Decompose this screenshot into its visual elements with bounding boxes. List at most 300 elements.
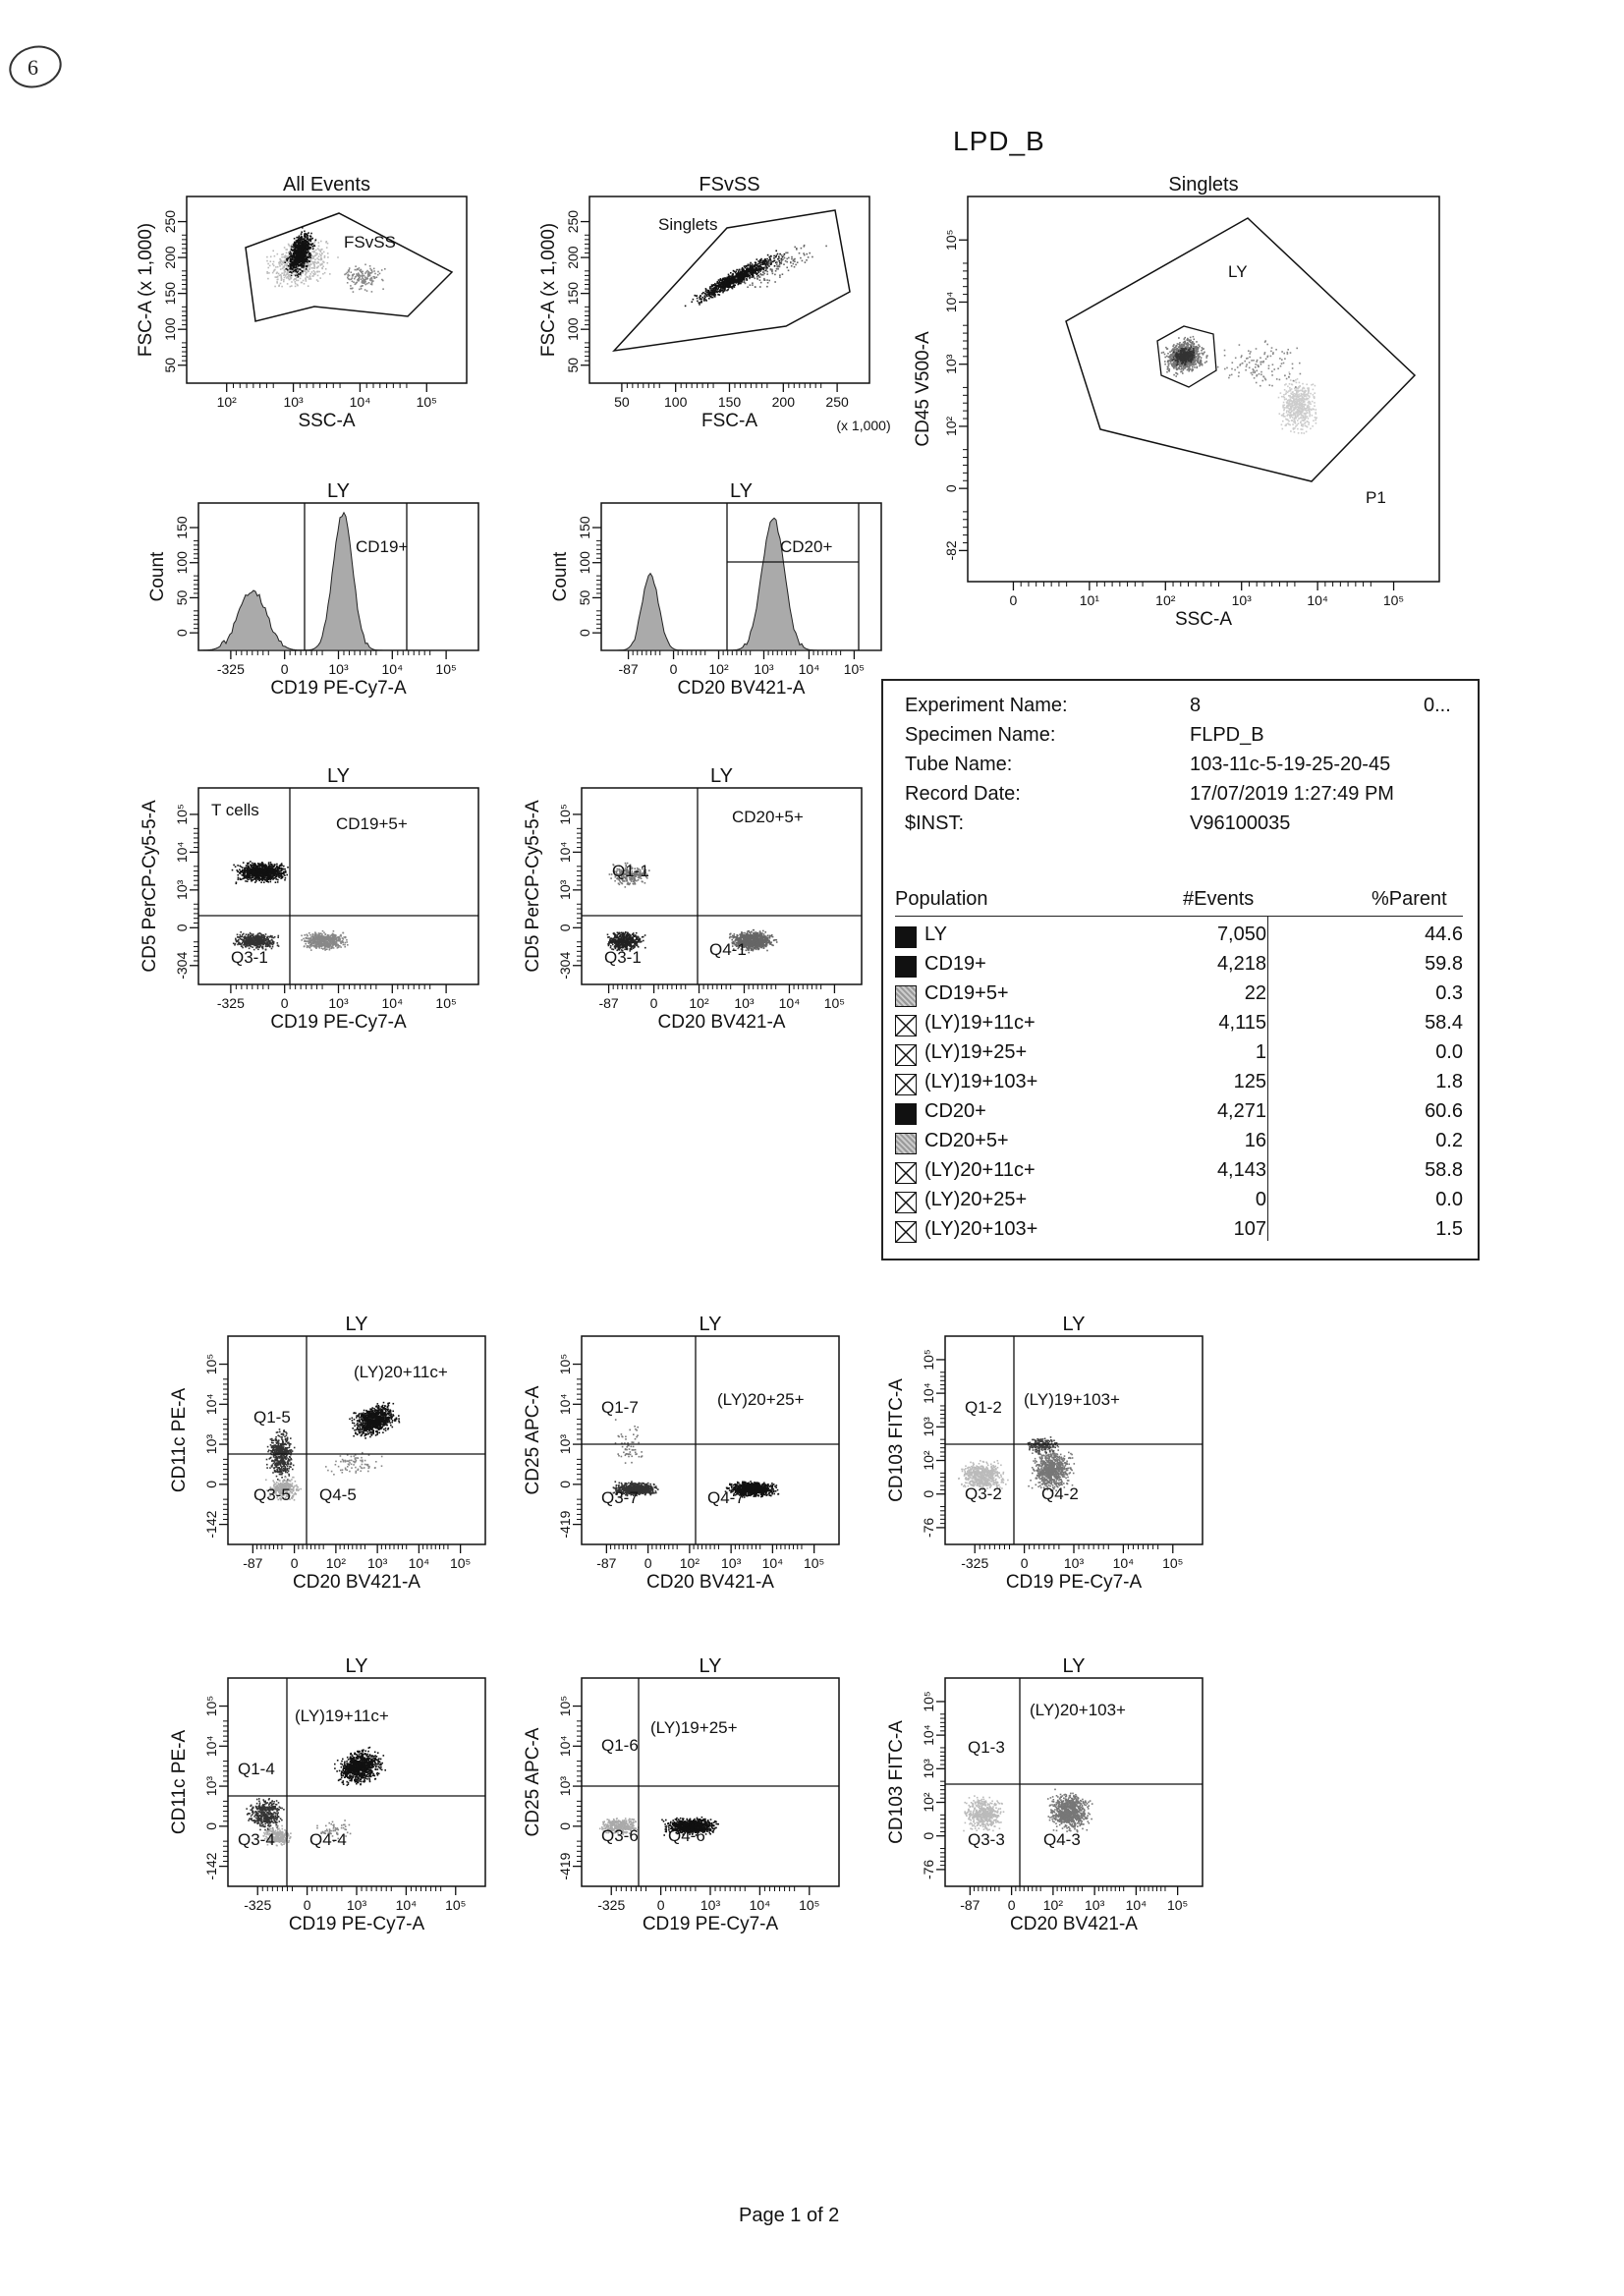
y-axis-label: CD103 FITC-A	[886, 1720, 907, 1844]
plot-cd20-histogram	[531, 481, 914, 727]
population-parent: 58.4	[1425, 1012, 1463, 1034]
gate-label: Q4-4	[309, 1830, 347, 1849]
y-tick-label: 10³	[921, 1759, 936, 1779]
population-parent: 0.2	[1435, 1130, 1463, 1151]
table-row	[895, 1070, 1463, 1098]
x-tick-label: -87	[960, 1897, 980, 1913]
y-tick-label: -142	[203, 1510, 219, 1539]
x-tick-label: 10³	[283, 394, 304, 410]
x-tick-label: 10³	[1231, 592, 1252, 608]
gate-label: Q4-7	[707, 1488, 745, 1507]
meta-row	[1190, 724, 1264, 747]
page-number-circle	[6, 35, 69, 94]
gate-label: CD20+5+	[732, 808, 804, 826]
x-tick-label: 200	[771, 394, 795, 410]
population-swatch	[895, 956, 917, 978]
x-tick-label: 10⁴	[761, 1555, 784, 1571]
y-tick-label: 10⁵	[557, 1353, 573, 1375]
plot-title: Singlets	[1168, 174, 1239, 196]
y-tick-label: 10³	[557, 879, 573, 900]
x-tick-label: 10⁵	[416, 394, 437, 410]
population-parent: 44.6	[1425, 924, 1463, 945]
plot-title: FSvSS	[699, 174, 760, 196]
y-axis-label: Count	[550, 551, 571, 602]
y-tick-label: 50	[565, 357, 581, 373]
y-tick-label: 150	[162, 281, 178, 306]
table-row	[895, 1158, 1463, 1187]
x-tick-label: -87	[243, 1555, 263, 1571]
y-tick-label: 10²	[921, 1450, 936, 1471]
plot-frame	[968, 196, 1439, 582]
y-axis-label: CD5 PerCP-Cy5-5-A	[140, 800, 160, 973]
x-tick-label: 10⁴	[408, 1555, 430, 1571]
plot-cd20-cd103	[874, 1649, 1228, 1953]
meta-label: Record Date:	[905, 783, 1021, 805]
y-tick-label: 200	[565, 246, 581, 269]
x-tick-label: -325	[216, 995, 245, 1011]
y-tick-label: 0	[557, 1480, 573, 1488]
x-tick-label: 10⁴	[1307, 592, 1328, 608]
x-tick-label: 10⁵	[803, 1555, 825, 1571]
x-tick-label: 10⁴	[381, 995, 404, 1011]
y-tick-label: 10⁴	[943, 291, 959, 313]
meta-row	[1190, 783, 1394, 806]
y-axis-label: CD25 APC-A	[523, 1385, 543, 1495]
event-cloud	[325, 1452, 383, 1476]
x-tick-label: 10⁵	[435, 995, 457, 1011]
x-tick-label: 10⁴	[798, 661, 820, 677]
y-tick-label: 150	[565, 281, 581, 306]
meta-label: Specimen Name:	[905, 724, 1056, 746]
x-tick-label: 0	[290, 1555, 299, 1571]
gate-label: P1	[1366, 488, 1386, 507]
plot-frame	[187, 196, 467, 383]
x-tick-label: 10⁵	[1382, 592, 1405, 608]
population-parent: 0.0	[1435, 1189, 1463, 1210]
population-name: CD20+	[924, 1100, 986, 1122]
y-tick-label: 10³	[921, 1417, 936, 1437]
meta-row	[1190, 812, 1290, 835]
table-row	[895, 1217, 1463, 1246]
y-axis-label: CD103 FITC-A	[886, 1378, 907, 1502]
x-tick-label: 10¹	[1079, 592, 1099, 608]
x-tick-label: 10⁴	[381, 661, 404, 677]
meta-value: 103-11c-5-19-25-20-45	[1190, 754, 1391, 775]
y-tick-label: 10⁴	[203, 1735, 219, 1758]
y-tick-label: -142	[203, 1852, 219, 1880]
x-tick-label: 0	[669, 661, 678, 677]
y-tick-label: 10⁴	[557, 841, 573, 864]
population-events: 22	[1244, 982, 1266, 1004]
x-tick-label: 0	[649, 995, 658, 1011]
event-cloud	[615, 1419, 644, 1464]
meta-row	[1190, 754, 1390, 776]
y-tick-label: 10⁵	[174, 804, 190, 825]
gate-label: Q4-2	[1041, 1484, 1079, 1503]
gate-label: T cells	[211, 801, 259, 819]
y-tick-label: 50	[174, 589, 190, 606]
table-row	[895, 1129, 1463, 1157]
x-tick-label: 10⁵	[843, 661, 866, 677]
x-axis-label: SSC-A	[298, 411, 356, 431]
meta-row	[905, 754, 1012, 776]
population-name: CD19+5+	[924, 982, 1009, 1004]
event-cloud	[334, 1747, 386, 1786]
x-tick-label: 10³	[754, 661, 774, 677]
y-tick-label: 10³	[203, 1433, 219, 1455]
gate-label: CD19+	[356, 537, 409, 556]
y-tick-label: 100	[162, 317, 178, 341]
meta-value: FLPD_B	[1190, 724, 1264, 746]
x-tick-label: 10³	[734, 995, 755, 1011]
x-tick-label: 10³	[346, 1897, 367, 1913]
plot-title: LY	[327, 480, 350, 502]
y-tick-label: 10⁵	[203, 1695, 219, 1717]
x-tick-label: 10³	[1085, 1897, 1105, 1913]
x-tick-label: 10⁴	[395, 1897, 418, 1913]
event-cloud	[1278, 371, 1317, 434]
population-parent: 1.5	[1435, 1218, 1463, 1240]
event-cloud	[344, 264, 385, 293]
x-tick-label: 10²	[216, 394, 237, 410]
gate-polygon	[1066, 218, 1415, 481]
population-events: 7,050	[1216, 924, 1266, 945]
x-tick-label: 10²	[679, 1555, 700, 1571]
plot-cd20-cd5	[511, 758, 884, 1053]
plot-frame	[582, 1336, 839, 1544]
col-header-population: Population	[895, 888, 988, 910]
y-tick-label: 0	[577, 629, 592, 638]
table-row	[895, 1040, 1463, 1069]
y-tick-label: 200	[162, 246, 178, 269]
y-tick-label: 10³	[203, 1775, 219, 1797]
y-tick-label: 0	[174, 629, 190, 638]
gate-label: Singlets	[658, 215, 718, 234]
event-cloud	[1028, 1436, 1058, 1454]
plot-fsvss	[531, 169, 894, 464]
x-tick-label: 10⁴	[1112, 1555, 1135, 1571]
y-tick-label: 10⁵	[943, 229, 959, 251]
page-title: LPD_B	[953, 126, 1045, 156]
plot-title: LY	[1062, 1314, 1086, 1335]
plot-frame	[945, 1336, 1203, 1544]
table-divider	[895, 916, 1463, 917]
y-tick-label: 10²	[943, 416, 959, 437]
plot-all-events	[128, 169, 491, 464]
x-tick-label: 50	[614, 394, 630, 410]
gate-label: (LY)19+25+	[650, 1718, 738, 1737]
y-tick-label: 0	[921, 1831, 936, 1840]
population-parent: 59.8	[1425, 953, 1463, 975]
col-header-events: #Events	[1183, 888, 1255, 910]
population-parent: 0.3	[1435, 982, 1463, 1004]
gate-label: Q1-6	[601, 1736, 639, 1755]
x-axis-label: CD20 BV421-A	[657, 1012, 786, 1033]
histogram-area	[601, 518, 881, 650]
meta-row	[905, 783, 1021, 806]
x-tick-label: -325	[244, 1897, 272, 1913]
plot-frame	[589, 196, 869, 383]
x-tick-label: 10⁴	[1125, 1897, 1148, 1913]
population-name: CD20+5+	[924, 1130, 1009, 1151]
plot-title: LY	[730, 480, 753, 502]
x-tick-label: -325	[216, 661, 245, 677]
population-events: 16	[1244, 1130, 1266, 1151]
y-tick-label: 100	[577, 551, 592, 575]
population-events: 4,115	[1218, 1012, 1266, 1034]
table-row	[895, 1099, 1463, 1128]
table-row	[895, 952, 1463, 980]
meta-row	[905, 724, 1055, 747]
population-parent: 0.0	[1435, 1041, 1463, 1063]
plot-title: LY	[699, 1655, 722, 1677]
population-name: (LY)19+25+	[924, 1041, 1028, 1063]
y-axis-label: Count	[147, 551, 168, 602]
population-name: (LY)20+25+	[924, 1189, 1028, 1210]
page-mark-digit: 6	[28, 55, 38, 80]
y-tick-label: 100	[565, 317, 581, 341]
y-tick-label: 10⁵	[557, 1695, 573, 1717]
plot-title: LY	[345, 1655, 368, 1677]
x-tick-label: 10⁵	[1166, 1897, 1189, 1913]
population-events: 4,218	[1216, 953, 1266, 975]
x-tick-label: 10⁵	[823, 995, 846, 1011]
population-events: 0	[1255, 1189, 1266, 1210]
y-tick-label: 10⁵	[203, 1353, 219, 1375]
table-row	[895, 1011, 1463, 1039]
x-tick-label: 10³	[367, 1555, 388, 1571]
x-axis-label: CD20 BV421-A	[646, 1572, 774, 1593]
population-events: 4,271	[1216, 1100, 1266, 1122]
x-tick-label: 0	[280, 661, 289, 677]
x-tick-label: 10²	[689, 995, 709, 1011]
population-name: LY	[924, 924, 947, 945]
x-axis-label: CD19 PE-Cy7-A	[642, 1914, 779, 1934]
plot-title: LY	[710, 765, 733, 787]
y-tick-label: 0	[921, 1489, 936, 1498]
population-events: 125	[1233, 1071, 1266, 1092]
y-axis-label: CD11c PE-A	[169, 1729, 190, 1835]
gate-label: Q3-4	[238, 1830, 275, 1849]
plot-title: LY	[327, 765, 350, 787]
x-tick-label: 10⁴	[349, 394, 371, 410]
x-tick-label: 0	[280, 995, 289, 1011]
y-tick-label: 10³	[557, 1433, 573, 1455]
x-tick-label: 10²	[1042, 1897, 1063, 1913]
event-cloud	[963, 1795, 1004, 1831]
y-tick-label: 0	[557, 924, 573, 932]
table-row	[895, 981, 1463, 1010]
gate-label: Q3-7	[601, 1488, 639, 1507]
x-tick-label: 10³	[700, 1897, 721, 1913]
gate-label: Q1-5	[253, 1408, 291, 1427]
y-tick-label: 10⁴	[921, 1382, 936, 1404]
x-tick-label: 10³	[328, 995, 349, 1011]
table-row	[895, 1188, 1463, 1216]
x-tick-label: 250	[825, 394, 849, 410]
y-tick-label: 10⁴	[557, 1393, 573, 1416]
y-tick-label: -82	[943, 540, 959, 561]
population-swatch	[895, 1133, 917, 1154]
gate-label: Q4-3	[1043, 1830, 1081, 1849]
gate-label: Q3-1	[231, 948, 268, 967]
y-tick-label: 50	[162, 357, 178, 373]
gate-label: Q1-7	[601, 1398, 639, 1417]
gate-label: Q3-2	[965, 1484, 1002, 1503]
col-header-parent: %Parent	[1372, 888, 1447, 910]
experiment-stats-panel	[881, 679, 1480, 1260]
y-tick-label: 10⁴	[557, 1735, 573, 1758]
x-tick-label: 0	[656, 1897, 665, 1913]
population-swatch	[895, 1162, 917, 1184]
x-tick-label: -325	[597, 1897, 626, 1913]
gate-label: (LY)20+25+	[717, 1390, 805, 1409]
x-tick-label: 0	[1009, 592, 1018, 608]
plot-cd20-cd25	[511, 1307, 865, 1611]
y-tick-label: 10²	[921, 1792, 936, 1813]
population-name: (LY)19+11c+	[924, 1012, 1036, 1034]
meta-row	[1190, 695, 1201, 717]
y-tick-label: -304	[557, 951, 573, 980]
x-tick-label: 0	[303, 1897, 311, 1913]
x-tick-label: 0	[1020, 1555, 1029, 1571]
y-tick-label: 10⁴	[921, 1724, 936, 1746]
population-name: (LY)19+103+	[924, 1071, 1038, 1092]
population-swatch	[895, 1044, 917, 1066]
x-axis-label: CD20 BV421-A	[677, 678, 806, 699]
population-swatch	[895, 1192, 917, 1213]
population-swatch	[895, 926, 917, 948]
x-axis-label: SSC-A	[1174, 609, 1233, 630]
plot-title: LY	[1062, 1655, 1086, 1677]
gate-label: Q3-3	[968, 1830, 1005, 1849]
x-axis-label: CD20 BV421-A	[293, 1572, 420, 1593]
x-axis-unit: (x 1,000)	[836, 418, 891, 433]
x-tick-label: -87	[598, 995, 619, 1011]
y-tick-label: 0	[174, 924, 190, 932]
y-tick-label: 50	[577, 589, 592, 606]
y-tick-label: 10⁵	[557, 804, 573, 825]
x-tick-label: 10²	[708, 661, 729, 677]
x-tick-label: 10⁵	[799, 1897, 820, 1913]
y-axis-label: FSC-A (x 1,000)	[538, 222, 559, 358]
population-swatch	[895, 1103, 917, 1125]
meta-extra: 0...	[1424, 695, 1451, 716]
gate-label: Q1-3	[968, 1738, 1005, 1757]
y-tick-label: 10³	[943, 354, 959, 374]
x-tick-label: 10⁵	[435, 661, 457, 677]
x-tick-label: 150	[717, 394, 742, 410]
population-name: (LY)20+103+	[924, 1218, 1038, 1240]
x-tick-label: -87	[618, 661, 639, 677]
gate-label: FSvSS	[344, 233, 396, 252]
population-name: (LY)20+11c+	[924, 1159, 1036, 1181]
population-parent: 58.8	[1425, 1159, 1463, 1181]
event-cloud	[1217, 340, 1301, 388]
y-tick-label: 10⁴	[174, 841, 190, 864]
y-tick-label: 0	[943, 484, 959, 493]
y-axis-label: CD5 PerCP-Cy5-5-A	[523, 800, 543, 973]
gate-label: Q3-6	[601, 1826, 639, 1845]
y-tick-label: 0	[203, 1821, 219, 1830]
x-tick-label: 10⁵	[445, 1897, 467, 1913]
plot-title: LY	[699, 1314, 722, 1335]
plot-cd19-cd103	[874, 1307, 1228, 1611]
x-tick-label: 0	[1007, 1897, 1016, 1913]
event-cloud	[301, 930, 348, 951]
plot-cd19-cd5	[128, 758, 511, 1053]
gate-label: Q3-1	[604, 948, 642, 967]
x-tick-label: 10³	[328, 661, 349, 677]
meta-row	[905, 695, 1068, 717]
x-tick-label: -325	[961, 1555, 989, 1571]
x-axis-label: CD20 BV421-A	[1010, 1914, 1138, 1934]
plot-cd19-cd11c	[157, 1649, 511, 1953]
y-tick-label: -419	[557, 1510, 573, 1539]
population-swatch	[895, 985, 917, 1007]
y-tick-label: 10⁴	[203, 1393, 219, 1416]
gate-label: Q4-6	[668, 1826, 705, 1845]
x-tick-label: 10²	[325, 1555, 346, 1571]
y-tick-label: -76	[921, 1859, 936, 1880]
x-tick-label: 10⁴	[778, 995, 801, 1011]
event-cloud	[1047, 1789, 1093, 1833]
y-tick-label: 10³	[174, 879, 190, 900]
meta-label: Tube Name:	[905, 754, 1013, 775]
gate-label: (LY)20+103+	[1030, 1701, 1126, 1719]
y-tick-label: 10³	[557, 1775, 573, 1797]
y-tick-label: -304	[174, 951, 190, 980]
y-tick-label: -76	[921, 1517, 936, 1539]
x-tick-label: 10³	[721, 1555, 742, 1571]
y-tick-label: 10⁵	[921, 1691, 936, 1712]
population-events: 1	[1255, 1041, 1266, 1063]
x-tick-label: 0	[644, 1555, 652, 1571]
y-tick-label: 250	[162, 209, 178, 234]
population-name: CD19+	[924, 953, 986, 975]
population-parent: 60.6	[1425, 1100, 1463, 1122]
y-axis-label: CD11c PE-A	[169, 1387, 190, 1493]
y-tick-label: 0	[203, 1480, 219, 1488]
page-footer: Page 1 of 2	[739, 2205, 840, 2226]
meta-row	[1424, 695, 1451, 717]
x-axis-label: CD19 PE-Cy7-A	[270, 678, 407, 699]
x-axis-label: CD19 PE-Cy7-A	[270, 1012, 407, 1033]
plot-frame	[582, 1678, 839, 1886]
meta-value: V96100035	[1190, 812, 1291, 834]
x-tick-label: -87	[596, 1555, 617, 1571]
plot-title: LY	[345, 1314, 368, 1335]
population-swatch	[895, 1074, 917, 1095]
gate-label: Q1-2	[965, 1398, 1002, 1417]
event-cloud	[349, 1402, 400, 1439]
event-cloud	[246, 1798, 284, 1830]
event-cloud	[232, 861, 289, 884]
gate-label: (LY)19+103+	[1024, 1390, 1120, 1409]
x-tick-label: 100	[664, 394, 688, 410]
gate-label: (LY)19+11c+	[295, 1707, 389, 1725]
x-axis-label: CD19 PE-Cy7-A	[1005, 1572, 1143, 1593]
table-row	[895, 923, 1463, 951]
meta-value: 8	[1190, 695, 1202, 716]
y-tick-label: 0	[557, 1821, 573, 1830]
population-swatch	[895, 1015, 917, 1036]
population-parent: 1.8	[1435, 1071, 1463, 1092]
histogram-area	[198, 513, 478, 650]
population-swatch	[895, 1221, 917, 1243]
meta-label: Experiment Name:	[905, 695, 1068, 716]
plot-cd20-cd11c	[157, 1307, 511, 1611]
